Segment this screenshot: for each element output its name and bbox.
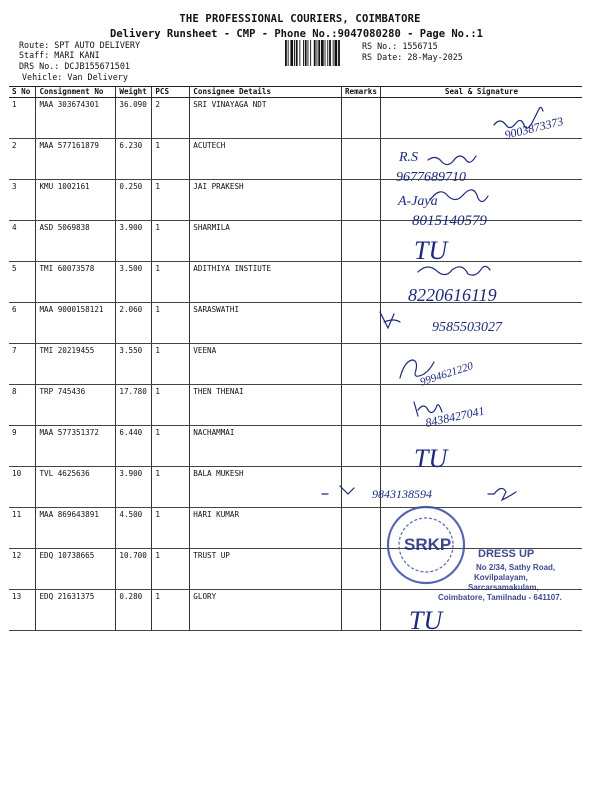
table-row	[9, 385, 582, 426]
cell-consignment-number: MAA 9000158121	[36, 303, 116, 344]
barcode-bar	[314, 40, 316, 66]
table-row	[9, 549, 582, 590]
cell-pcs: 1	[152, 221, 190, 262]
cell-signature	[380, 385, 582, 426]
cell-remarks	[341, 549, 380, 590]
barcode-bar	[310, 40, 311, 66]
cell-pcs: 1	[152, 303, 190, 344]
cell-consignment-number: MAA 303674301	[36, 98, 116, 139]
cell-weight: 36.090	[116, 98, 152, 139]
barcode-bar	[303, 40, 304, 66]
rs-date: RS Date: 28-May-2025	[362, 52, 463, 62]
cell-remarks	[341, 180, 380, 221]
cell-sno: 11	[9, 508, 36, 549]
cell-weight: 10.700	[116, 549, 152, 590]
signature-text: 9003873373	[503, 113, 565, 143]
barcode-bar	[335, 40, 338, 66]
cell-signature	[380, 303, 582, 344]
table-row	[9, 221, 582, 262]
signature-text: 9585503027	[432, 320, 502, 335]
stamp-address-line: Sarcarsamakulam,	[468, 583, 539, 592]
table-row	[9, 139, 582, 180]
cell-remarks	[341, 262, 380, 303]
signature-text: 8438427041	[424, 403, 486, 430]
stamp-brand: SRKP	[404, 535, 452, 554]
cell-sno: 12	[9, 549, 36, 590]
cell-signature	[380, 549, 582, 590]
cell-signature	[380, 221, 582, 262]
cell-consignee-name: VEENA	[190, 344, 342, 385]
barcode-bar	[299, 40, 300, 66]
cell-pcs: 1	[152, 385, 190, 426]
cell-pcs: 1	[152, 508, 190, 549]
cell-pcs: 1	[152, 180, 190, 221]
cell-weight: 4.500	[116, 508, 152, 549]
cell-pcs: 2	[152, 98, 190, 139]
cell-sno: 1	[9, 98, 36, 139]
cell-sno: 13	[9, 590, 36, 631]
cell-signature	[380, 262, 582, 303]
cell-sno: 3	[9, 180, 36, 221]
barcode-bar	[321, 40, 324, 66]
signature-text: 8015140579	[412, 213, 487, 229]
cell-consignment-number: TVL 4625636	[36, 467, 116, 508]
cell-weight: 17.780	[116, 385, 152, 426]
cell-signature	[380, 180, 582, 221]
cell-consignee-name: SRI VINAYAGA NDT	[190, 98, 342, 139]
barcode-bar	[318, 40, 320, 66]
cell-consignment-number: TRP 745436	[36, 385, 116, 426]
cell-consignee-name: ADITHIYA INSTIUTE	[190, 262, 342, 303]
cell-consignment-number: ASD 5069838	[36, 221, 116, 262]
cell-weight: 3.900	[116, 221, 152, 262]
cell-signature	[380, 467, 582, 508]
signature-text: A-Jaya	[398, 194, 438, 209]
table-row	[9, 590, 582, 631]
cell-pcs: 1	[152, 262, 190, 303]
cell-remarks	[341, 139, 380, 180]
cell-consignee-name: NACHAMMAI	[190, 426, 342, 467]
signature-text: TU	[409, 606, 443, 635]
cell-signature	[380, 508, 582, 549]
cell-remarks	[341, 344, 380, 385]
barcode-bar	[308, 40, 309, 66]
barcode-bar	[290, 40, 293, 66]
cell-weight: 0.250	[116, 180, 152, 221]
barcode-bar	[305, 40, 307, 66]
cell-sno: 8	[9, 385, 36, 426]
cell-remarks	[341, 590, 380, 631]
table-row	[9, 262, 582, 303]
cell-remarks	[341, 508, 380, 549]
barcode-bar	[294, 40, 295, 66]
cell-pcs: 1	[152, 549, 190, 590]
cell-consignment-number: TMI 60073578	[36, 262, 116, 303]
cell-signature	[380, 590, 582, 631]
barcode-bar	[333, 40, 334, 66]
runsheet-table	[9, 86, 582, 631]
company-title: THE PROFESSIONAL COURIERS, COIMBATORE	[179, 13, 421, 25]
barcode-bar	[288, 40, 289, 66]
cell-pcs: 1	[152, 426, 190, 467]
barcode-bar	[329, 40, 331, 66]
col-consignee: Consignee Details	[190, 87, 342, 98]
cell-weight: 6.440	[116, 426, 152, 467]
stamp-address-line: Kovilpalayam,	[474, 573, 528, 582]
cell-sno: 5	[9, 262, 36, 303]
signature-text: R.S	[399, 150, 419, 165]
cell-sno: 9	[9, 426, 36, 467]
table-header	[9, 87, 582, 98]
col-pcs: PCS	[152, 87, 190, 98]
signature-text: TU	[414, 444, 448, 473]
cell-consignment-number: KMU 1002161	[36, 180, 116, 221]
cell-remarks	[341, 426, 380, 467]
cell-consignee-name: GLORY	[190, 590, 342, 631]
signature-text: 8220616119	[408, 285, 497, 305]
runsheet-subtitle: Delivery Runsheet - CMP - Phone No.:9047080280 - Page No.:1	[110, 28, 483, 40]
col-signature: Seal & Signature	[380, 87, 582, 98]
cell-consignee-name: ACUTECH	[190, 139, 342, 180]
cell-consignee-name: THEN THENAI	[190, 385, 342, 426]
barcode-bar	[285, 40, 287, 66]
signature-text: TU	[414, 236, 448, 265]
stamp-address-line: Coimbatore, Tamilnadu - 641107.	[438, 593, 562, 602]
barcode-bar	[338, 40, 340, 66]
cell-weight: 3.500	[116, 262, 152, 303]
cell-consignee-name: BALA MUKESH	[190, 467, 342, 508]
table-row	[9, 98, 582, 139]
cell-weight: 3.550	[116, 344, 152, 385]
cell-consignment-number: MAA 577351372	[36, 426, 116, 467]
barcode	[285, 40, 357, 66]
cell-pcs: 1	[152, 467, 190, 508]
cell-remarks	[341, 467, 380, 508]
table-row	[9, 344, 582, 385]
col-sno: S No	[9, 87, 36, 98]
cell-consignee-name: SARASWATHI	[190, 303, 342, 344]
table-row	[9, 467, 582, 508]
cell-sno: 2	[9, 139, 36, 180]
cell-remarks	[341, 98, 380, 139]
barcode-bar	[325, 40, 326, 66]
cell-consignment-number: EDQ 21631375	[36, 590, 116, 631]
cell-consignee-name: TRUST UP	[190, 549, 342, 590]
cell-signature	[380, 98, 582, 139]
col-consignment: Consignment No	[36, 87, 116, 98]
stamp-address-line: No 2/34, Sathy Road,	[476, 563, 556, 572]
signature-text: 9677689710	[396, 170, 466, 185]
cell-remarks	[341, 221, 380, 262]
cell-consignee-name: SHARMILA	[190, 221, 342, 262]
rs-number: RS No.: 1556715	[362, 41, 438, 51]
cell-sno: 7	[9, 344, 36, 385]
table-row	[9, 508, 582, 549]
vehicle-label: Vehicle: Van Delivery	[22, 72, 128, 82]
cell-weight: 6.230	[116, 139, 152, 180]
signature-text: 9843138594	[372, 487, 432, 501]
col-weight: Weight	[116, 87, 152, 98]
cell-signature	[380, 139, 582, 180]
table-row	[9, 303, 582, 344]
stamp-name: DRESS UP	[478, 548, 535, 560]
barcode-bar	[327, 40, 328, 66]
cell-consignment-number: TMI 20219455	[36, 344, 116, 385]
cell-signature	[380, 344, 582, 385]
table-row	[9, 180, 582, 221]
cell-sno: 4	[9, 221, 36, 262]
col-remarks: Remarks	[341, 87, 380, 98]
cell-signature	[380, 426, 582, 467]
cell-consignment-number: MAA 577161879	[36, 139, 116, 180]
cell-weight: 2.060	[116, 303, 152, 344]
staff-label: Staff: MARI KANI	[19, 50, 100, 60]
cell-remarks	[341, 303, 380, 344]
cell-pcs: 1	[152, 344, 190, 385]
cell-sno: 6	[9, 303, 36, 344]
barcode-bar	[317, 40, 318, 66]
cell-weight: 3.900	[116, 467, 152, 508]
cell-remarks	[341, 385, 380, 426]
cell-sno: 10	[9, 467, 36, 508]
cell-pcs: 1	[152, 139, 190, 180]
barcode-bar	[296, 40, 298, 66]
cell-consignee-name: HARI KUMAR	[190, 508, 342, 549]
table-row	[9, 426, 582, 467]
cell-pcs: 1	[152, 590, 190, 631]
cell-consignment-number: MAA 869643891	[36, 508, 116, 549]
cell-consignment-number: EDQ 10738665	[36, 549, 116, 590]
signature-text: 9994621220	[418, 360, 475, 389]
route-label: Route: SPT AUTO DELIVERY	[19, 40, 141, 50]
cell-consignee-name: JAI PRAKESH	[190, 180, 342, 221]
drs-number: DRS No.: DCJB155671501	[19, 61, 130, 71]
cell-weight: 0.280	[116, 590, 152, 631]
